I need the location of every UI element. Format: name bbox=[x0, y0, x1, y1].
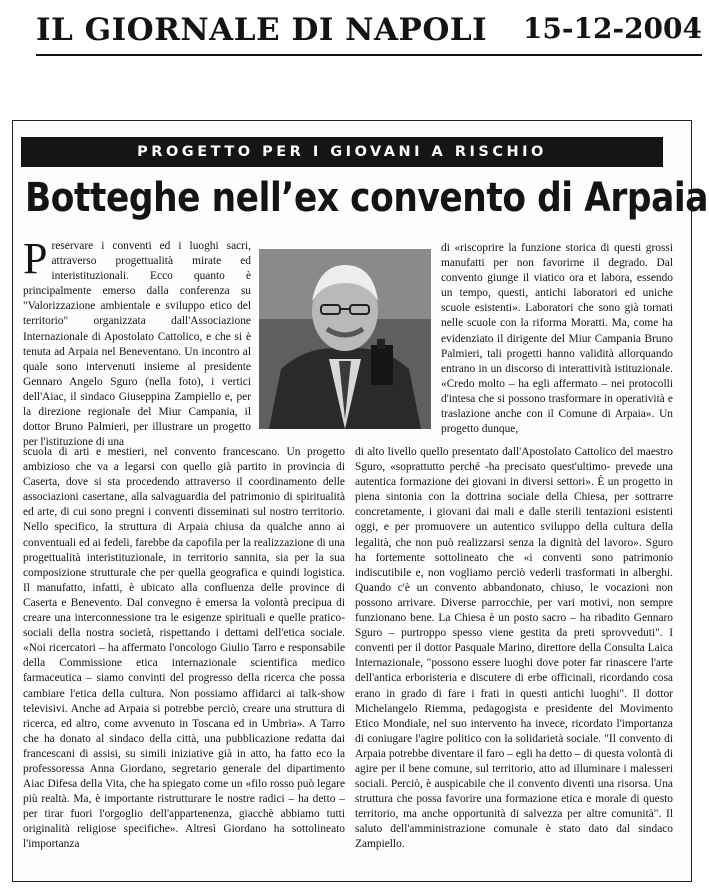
article-headline: Botteghe nell’ex convento di Arpaia bbox=[25, 175, 709, 221]
article-column-lower-left: scuola di arti e mestieri, nel convento francescano. Un progetto ambizioso che va a legarsi con quello già partito in provincia di Caserta, dove si sta procedendo attraverso il coordinamento delle associazioni casertane, alla salvaguardia del patrimonio di spiritualità ed arte, di cui sono pregni i conventi disseminati sul nostro territorio. Nello specifico, la struttura di Arpaia chiusa da qualche anno ai conventuali ed ai fedeli, farebbe da capofila per la realizzazione di una progettualità interistituzionale, in territorio sannita, sia per la sua composizione strutturale che per quella geografica e quindi logistica. Il manufatto, infatti, è ubicato alla confluenza delle province di Caserta e Benevento. Dal convegno è emersa la volontà precipua di creare una interconnessione tra le esigenze spirituali e quelle pratico-sociali della nostra società, rispettando i dettami dell'etica sociale. «Noi ricercatori – ha affermato l'oncologo Giulio Tarro e responsabile della Commissione etica internazionale scientifica medico farmaceutica – siamo convinti del progresso della ricerca che possa cambiare l'etica della cultura. Non possiamo affidarci ai talk-show televisivi. Anche ad Arpaia si potrebbe perciò, creare una struttura di ricerca, ed altro, come avvenuto in Toscana ed in Umbria». A Tarro che ha donato al sindaco della città, una pubblicazione redatta dai francescani di assisi, su simili iniziative già in atto, ha fatto eco la professoressa Anna Giordano, segretario generale del dipartimento Aiac Difesa della Vita, che ha spiegato come un «filo rosso può legare più realtà. Ma, è importante ristrutturare le nostre radici – ha detto – per tirar fuori l'orgoglio dell'appartenenza, giacchè abbiamo tutti originalità religiose specifiche». Altresì Giordano ha sottolineato l'importanza bbox=[23, 446, 345, 851]
masthead-rule bbox=[36, 54, 702, 56]
portrait-image bbox=[259, 249, 431, 429]
masthead bbox=[36, 12, 702, 54]
article-column-lower-right: di alto livello quello presentato dall'Apostolato Cattolico del maestro Sguro, «soprattutto perché -ha precisato quest'ultimo- prevede una autentica formazione dei giovani in diversi settori». È un progetto in piena sintonia con la dottrina sociale della Chiesa, per sottrarre concretamente, i giovani dai mali e dalle sterili tentazioni esistenti oggi, e per promuovere un autentico sviluppo della cultura della legalità, che non può realizzarsi senza la dignità del lavoro». Sguro ha fortemente sottolineato che «i conventi sono patrimonio indiscutibile e, non vogliamo perciò vederli trasformati in alberghi. Quando c'è un convento abbandonato, chiuso, le vocazioni non possono arrivare. Diverse parrocchie, per vari motivi, non sempre funzionano bene. La Chiesa è un posto sacro – ha ribadito Gennaro Sguro – purtroppo spesso viene gestita da preti sprovveduti". I conventi per il dottor Pasquale Marino, direttore della Consulta Laica Internazionale, "possono essere luoghi dove poter far rinascere l'arte dell'antica erboristeria e discutere di erbe officinali, ricordando cosa erano in grado di fare i frati in questi antichi luoghi". Il dottor Michelangelo Riemma, pedagogista e presidente del Movimento Etico Mondiale, nel suo intervento ha invece, ricordato l'importanza di coniugare l'agire politico con la solidarietà sociale. "Il convento di Arpaia potrebbe diventare il faro – egli ha detto – di questa volontà di agire per il bene comune, sul territorio, atto ad illuminare i malesseri sociali. Perciò, è auspicabile che il convento diventi una risorsa. Una struttura che possa favorire una formazione etica e morale di questo territorio, ma anche opportunità di salvezza per altre comunità". Il saluto dell'amministrazione comunale è stato dato dal sindaco Zampiello. bbox=[355, 446, 673, 851]
article-kicker: PROGETTO PER I GIOVANI A RISCHIO bbox=[21, 137, 663, 167]
publication-date: 15-12-2004 bbox=[522, 12, 702, 45]
newspaper-name: IL GIORNALE DI NAPOLI bbox=[36, 12, 488, 48]
portrait-photo bbox=[259, 249, 431, 429]
article-column-left bbox=[23, 234, 251, 450]
drop-cap: P bbox=[23, 234, 48, 283]
article-clipping bbox=[12, 120, 709, 882]
column-left-text: reservare i conventi ed i luoghi sacri, attraverso progettualità mirate ed interistituzionali. Ecco quanto è principalmente emerso dalla conferenza su "Valorizzazione ambientale e sviluppo etico del territorio" organizzata dall'Associazione Internazionale di Apostolato Cattolico, e che si è tenuta ad Arpaia nel Beneventano. Un incontro al quale sono intervenuti insieme al presidente Gennaro Angelo Sguro (nella foto), i vertici dell'Aiac, il sindaco Giuseppina Zampiello e, per la direzione regionale del Miur Campania, il dottor Bruno Palmieri, per illustrare un progetto per l'istituzione di una bbox=[23, 240, 251, 449]
article-column-right: di «riscoprire la funzione storica di questi grossi manufatti per non favorirne il degrado. Dal convento giunge il viatico ora et labora, essendo un tempo, questi, antichi laboratori ed uniche scuole esistenti». Laboratori che sono già tornati nelle scuole con la riforma Moratti. Ma, come ha evidenziato il dirigente del Miur Campania Bruno Palmieri, tali progetti hanno validità allorquando entrano in un discorso di interattività istituzionale. «Credo molto – ha egli affermato – nei protocolli d'intesa che si possono trasformare in operatività e traslazione anche con il Comune di Arpaia». Un progetto dunque, bbox=[441, 242, 673, 436]
